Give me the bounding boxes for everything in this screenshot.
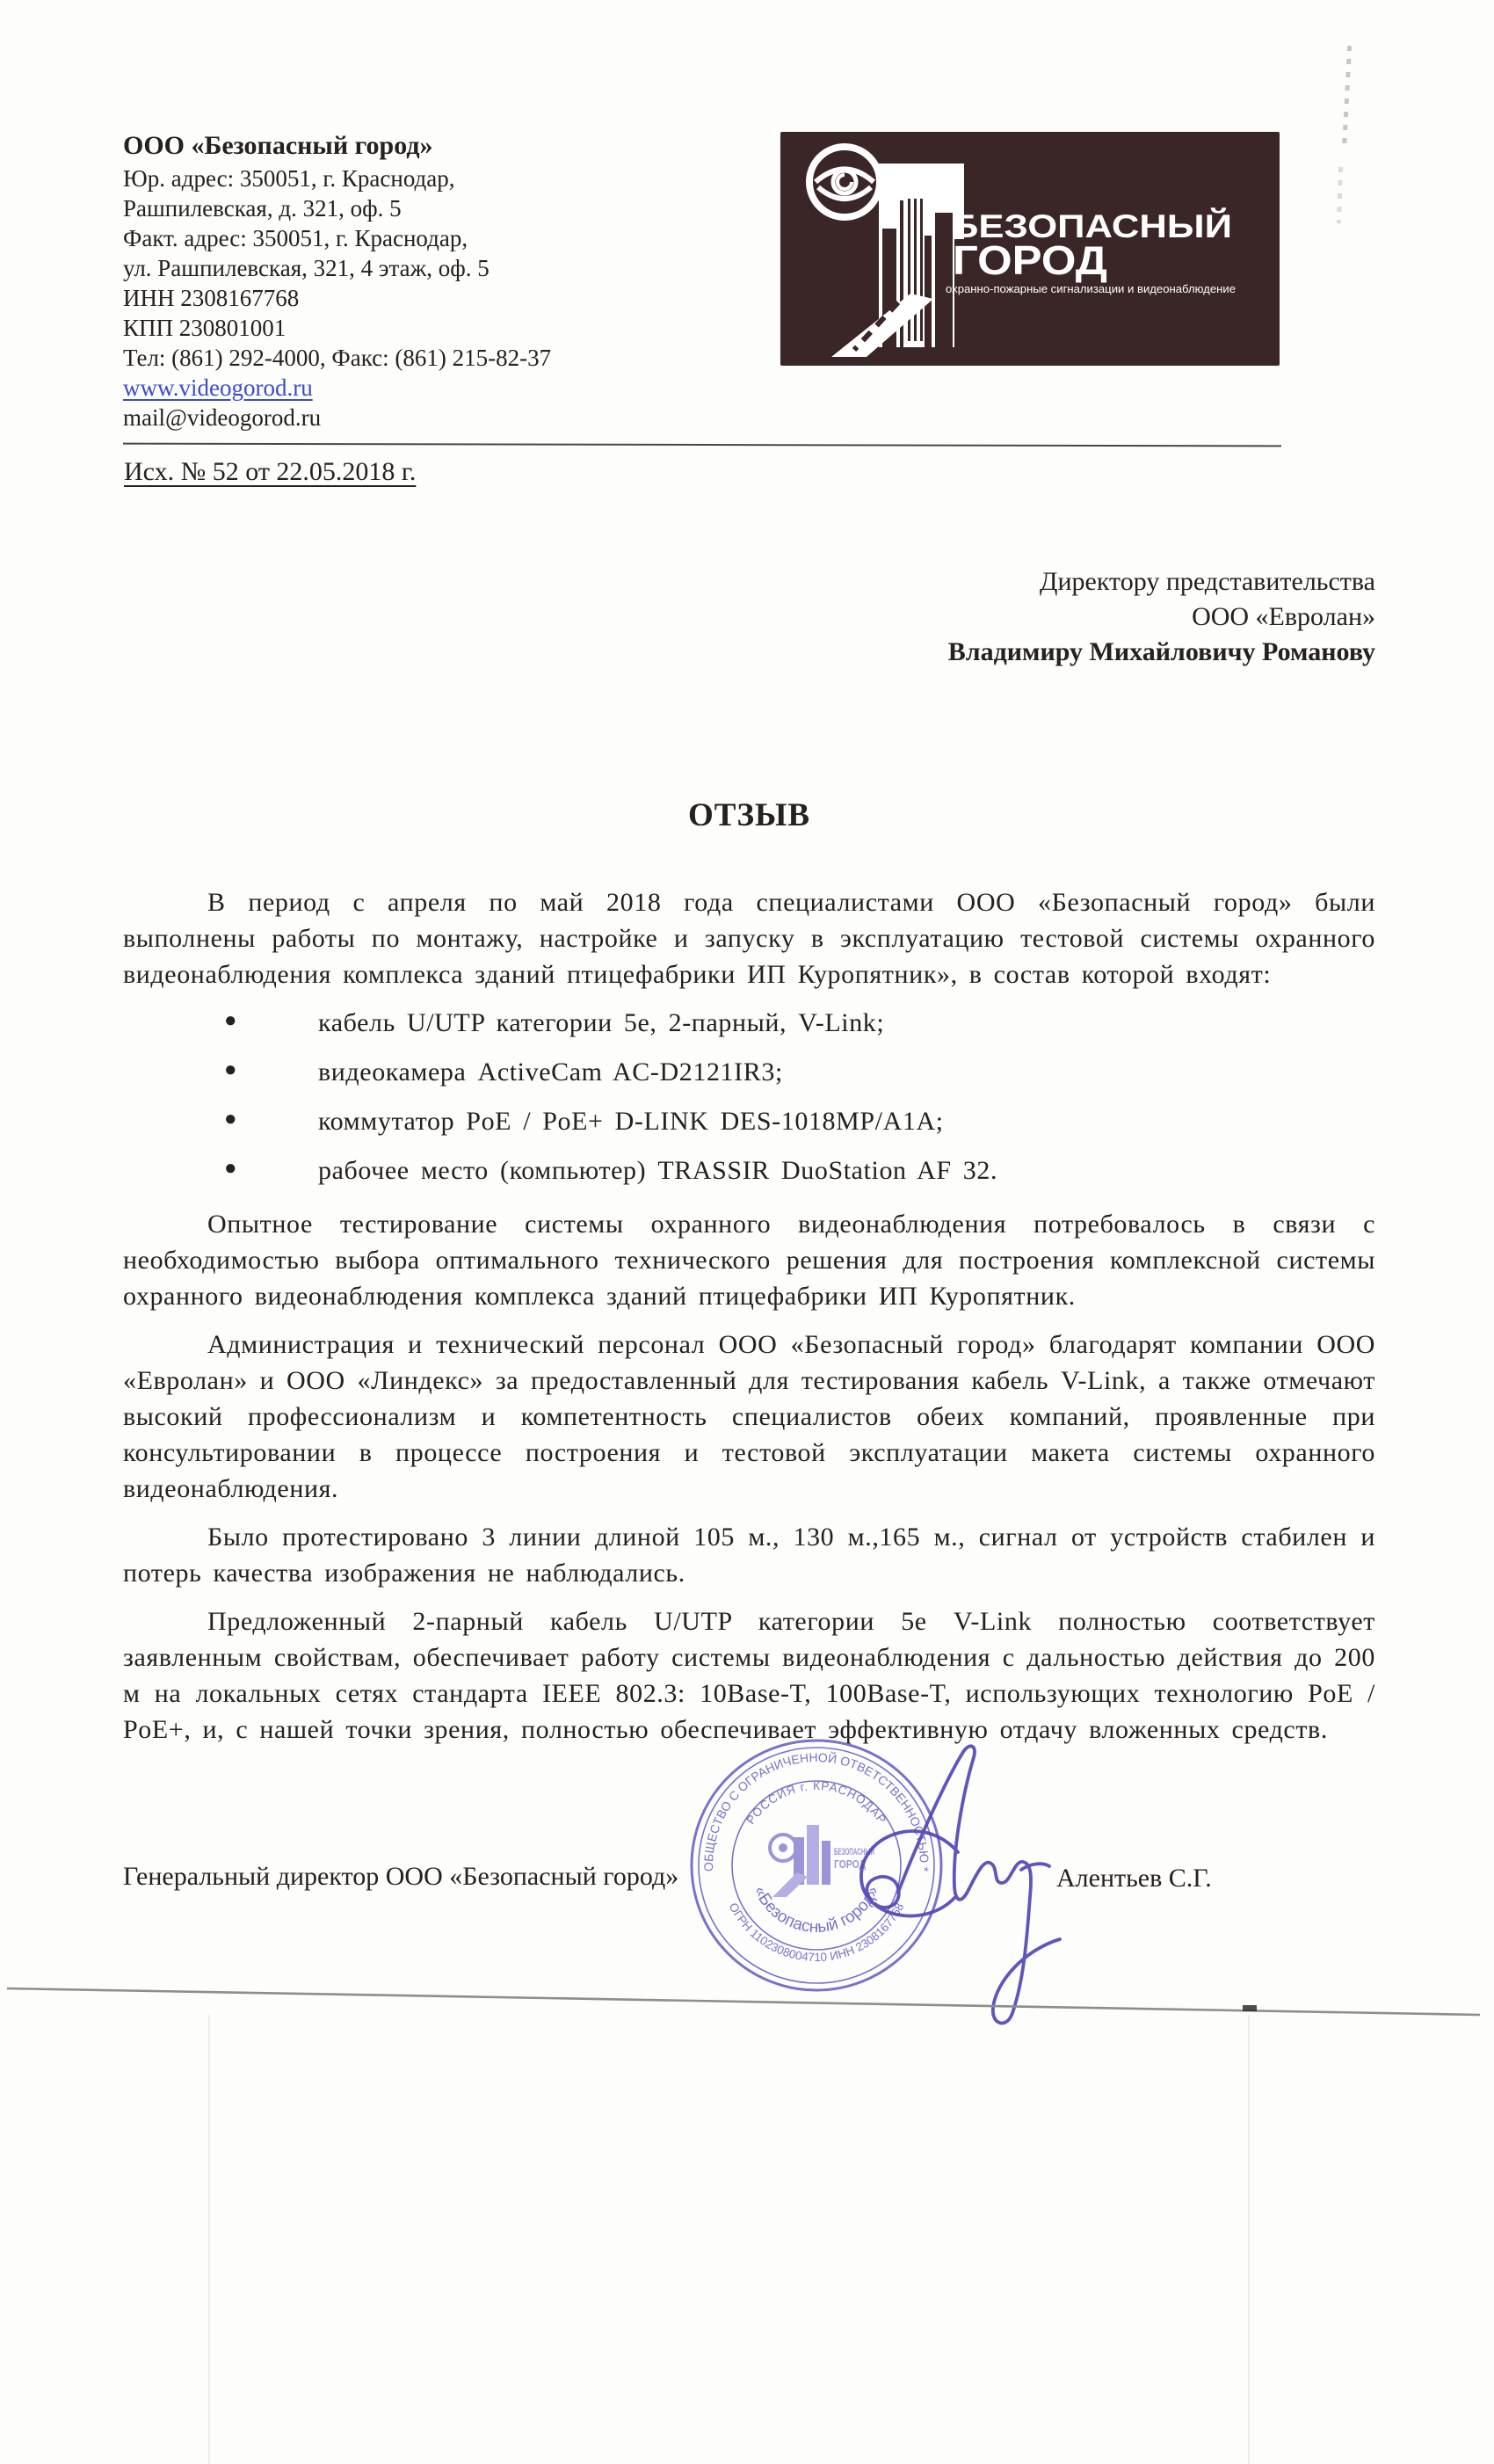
equipment-list — [224, 1005, 1375, 1188]
letterhead-line: Рашпилевская, д. 321, оф. 5 — [123, 195, 402, 222]
scanner-roller-line — [1248, 2015, 1250, 2464]
letterhead-line: ул. Рашпилевская, 321, 4 этаж, оф. 5 — [123, 255, 490, 281]
eye-icon — [809, 147, 880, 217]
stamp-inner-top-text: РОССИЯ г. КРАСНОДАР — [743, 1779, 889, 1827]
document-title: ОТЗЫВ — [688, 797, 810, 833]
stamp-ogrn-text: ОГРН 1102308004710 ИНН 2308167768 — [726, 1901, 907, 1965]
paragraph: Было протестировано 3 линии длиной 105 м., 130 м.,165 м., сигнал от устройств стабилен и потерь качества изображения не наблюдались. — [123, 1523, 1375, 1588]
paragraph: Администрация и технический персонал ООО «Безопасный город» благодарят компании ООО «Евролан» и ООО «Линдекс» за предоставленный для тестирования кабель V-Link, а также отмечают высокий профессионализм и компетентность специалистов обеих компаний, проявленные при консультировании в процессе построения и тестовой эксплуатации макета системы охранного видеонаблюдения. — [123, 1330, 1375, 1503]
list-item — [224, 1005, 1375, 1041]
scan-debris-mark — [1243, 2005, 1257, 2011]
letterhead-divider — [123, 443, 1281, 447]
website-link[interactable]: www.videogorod.ru — [123, 374, 313, 401]
outgoing-ref-line: Исх. № 52 от 22.05.2018 г. — [124, 457, 417, 486]
signatory-name: Алентьев С.Г. — [1056, 1864, 1212, 1893]
list-item-text: видеокамера ActiveCam AC-D2121IR3; — [318, 1058, 783, 1087]
paragraph: Предложенный 2-парный кабель U/UTP категории 5е V-Link полностью соответствует заявленным свойствам, обеспечивает работу системы видеонаблюдения с дальностью действия до 200 м на локальных сетях стандарта IEEE 802.3: 10Base-T, 100Base-T, использующих технологию PoE / PoE+, и, с нашей точки зрения, полностью обеспечивает эффективную отдачу вложенных средств. — [123, 1607, 1375, 1744]
scan-smudge — [1342, 46, 1352, 151]
list-item — [224, 1103, 1375, 1139]
list-item-text: коммутатор PoE / PoE+ D-LINK DES-1018MP/A1A; — [318, 1107, 944, 1136]
bullet-icon: ● — [224, 1157, 238, 1180]
logo-tagline: охранно-пожарные сигнализации и видеонаблюдение — [946, 282, 1236, 295]
addressee-block — [668, 564, 1375, 670]
list-item — [224, 1054, 1375, 1090]
letterhead-line: Тел: (861) 292-4000, Факс: (861) 215-82-37 — [123, 345, 552, 371]
stamp-center-title2: ГОРОД — [834, 1857, 867, 1871]
logo-title-line2: ГОРОД — [953, 237, 1107, 283]
letter-body — [123, 884, 1375, 1760]
addressee-name: Владимиру Михайловичу Романову — [947, 637, 1375, 666]
paragraph: Опытное тестирование системы охранного видеонаблюдения потребовалось в связи с необходимостью выбора оптимального технического решения для построения комплексной системы охранного видеонаблюдения комплекса зданий птицефабрики ИП Куропятник. — [123, 1210, 1375, 1311]
list-item-text: рабочее место (компьютер) TRASSIR DuoStation AF 32. — [318, 1156, 998, 1185]
signature-stroke — [861, 1831, 958, 1915]
bullet-icon: ● — [224, 1058, 238, 1081]
stamp-outer-text: ОБЩЕСТВО С ОГРАНИЧЕННОЙ ОТВЕТСТВЕННОСТЬЮ * — [700, 1749, 932, 1872]
signatory-role: Генеральный директор ООО «Безопасный город» — [123, 1862, 679, 1891]
scan-edge-line — [0, 1976, 1494, 2029]
paragraph: В период с апреля по май 2018 года специалистами ООО «Безопасный город» были выполнены работы по монтажу, настройке и запуску в эксплуатацию тестовой системы охранного видеонаблюдения комплекса зданий птицефабрики ИП Куропятник», в состав которой входят: — [123, 888, 1375, 989]
scanner-roller-line — [208, 2015, 210, 2464]
letterhead-line: КПП 230801001 — [123, 315, 286, 341]
addressee-company: ООО «Евролан» — [1192, 602, 1375, 631]
scan-smudge — [1337, 167, 1343, 223]
stamp-company-text: «Безопасный город» — [750, 1883, 883, 1937]
letterhead-line: Юр. адрес: 350051, г. Краснодар, — [123, 165, 455, 192]
company-logo — [780, 132, 1280, 366]
bullet-icon: ● — [224, 1009, 238, 1032]
logo-title-line1: БЕЗОПАСНЫЙ — [951, 208, 1190, 244]
list-item-text: кабель U/UTP категории 5е, 2-парный, V-Link; — [318, 1008, 885, 1037]
letterhead — [123, 128, 668, 432]
letterhead-line: ИНН 2308167768 — [123, 285, 300, 311]
company-name: ООО «Безопасный город» — [123, 131, 433, 160]
letterhead-line: Факт. адрес: 350051, г. Краснодар, — [123, 225, 468, 251]
stamp-center-title1: БЕЗОПАСНЫЙ — [834, 1847, 905, 1857]
list-item — [224, 1152, 1375, 1188]
addressee-role: Директору представительства — [1040, 567, 1375, 596]
bullet-icon: ● — [224, 1108, 238, 1130]
email-text: mail@videogorod.ru — [123, 404, 322, 431]
